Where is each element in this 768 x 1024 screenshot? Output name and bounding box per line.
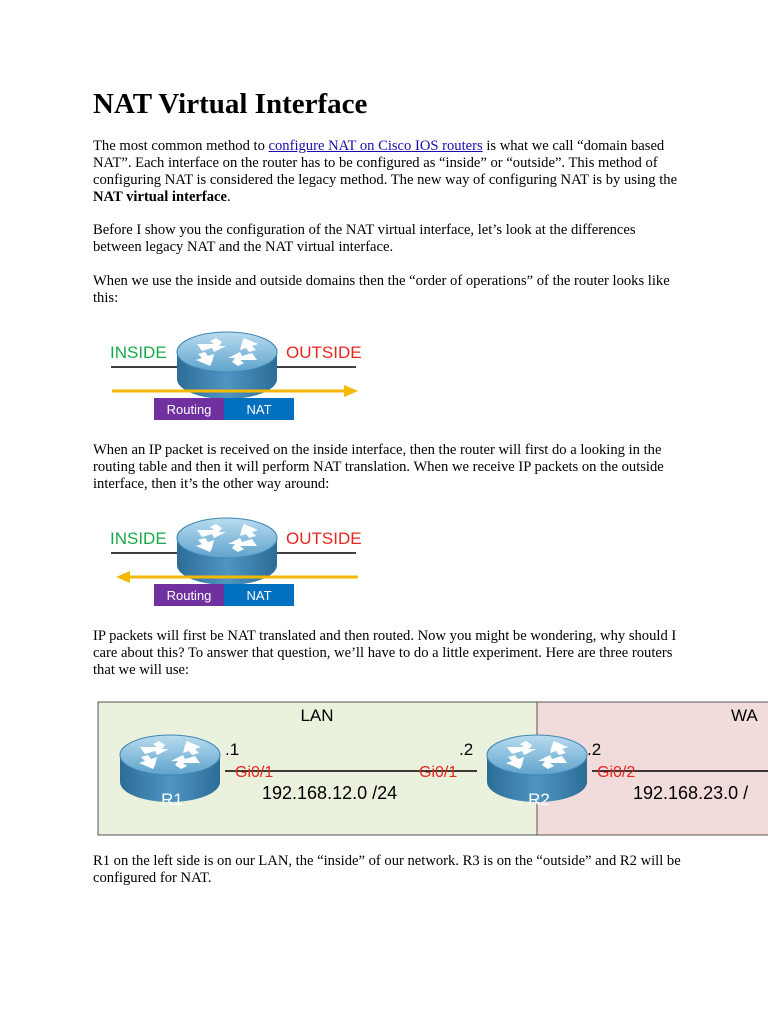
- paragraph-order-of-operations: When we use the inside and outside domains then the “order of operations” of the router looks like this:: [93, 273, 670, 306]
- arrow-left-icon: [116, 571, 130, 583]
- diagram-outside-to-inside: [106, 506, 376, 610]
- outside-label: OUTSIDE: [286, 343, 362, 362]
- r2-label: R2: [528, 790, 550, 809]
- inside-label: INSIDE: [110, 529, 167, 548]
- network-1-label: 192.168.12.0 /24: [262, 783, 398, 803]
- arrow-right-icon: [344, 385, 358, 397]
- outside-label: OUTSIDE: [286, 529, 362, 548]
- intro-text-1: The most common method to: [93, 138, 269, 154]
- inside-label: INSIDE: [110, 343, 167, 362]
- paragraph-nat-then-routed: IP packets will first be NAT translated and then routed. Now you might be wondering, why should I care about this? To answer that question, we’ll have to do a little experiment. Here are three routers that we will use:: [93, 628, 677, 678]
- wan-label: WA: [731, 706, 758, 725]
- routing-label: Routing: [166, 588, 212, 603]
- network-2-label: 192.168.23.0 /: [633, 783, 749, 803]
- diagram-inside-to-outside: [106, 320, 376, 424]
- paragraph-before-config: Before I show you the configuration of the NAT virtual interface, let’s look at the differences between legacy NAT and the NAT virtual interface.: [93, 222, 636, 255]
- routing-label: Routing: [166, 402, 212, 417]
- configure-nat-link[interactable]: configure NAT on Cisco IOS routers: [268, 138, 483, 154]
- page-title: NAT Virtual Interface: [93, 88, 368, 120]
- router-icon: [177, 518, 277, 585]
- network-topology-diagram: [97, 701, 768, 837]
- r2-ip-right-label: .2: [587, 740, 602, 759]
- r2-interface-right-label: Gi0/2: [597, 764, 636, 781]
- r2-ip-left-label: .2: [459, 740, 474, 759]
- nat-label: NAT: [246, 402, 272, 417]
- paragraph-ip-packet-received: When an IP packet is received on the inside interface, then the router will first do a looking in the routing table and then it will perform NAT translation. When we receive IP packets on the outside interface, then it’s the other way around:: [93, 442, 664, 492]
- nat-virtual-interface-bold: NAT virtual interface: [93, 189, 228, 205]
- paragraph-r1-lan: R1 on the left side is on our LAN, the “inside” of our network. R3 is on the “outside” and R2 will be configured for NAT.: [93, 853, 681, 886]
- r1-label: R1: [161, 790, 183, 809]
- lan-label: LAN: [300, 706, 334, 725]
- nat-label: NAT: [246, 588, 272, 603]
- r1-interface-label: Gi0/1: [235, 764, 274, 781]
- r2-interface-left-label: Gi0/1: [419, 764, 458, 781]
- intro-text-2: is what we call “domain based NAT”. Each interface on the router has to be configured as “inside” or “outside”. This method of configuring NAT is considered the legacy method. The new way of configuring NAT is by using the: [93, 138, 678, 188]
- paragraph-intro: [93, 138, 683, 206]
- router-icon: [177, 332, 277, 399]
- r1-ip-label: .1: [225, 740, 240, 759]
- intro-text-3: .: [227, 189, 231, 205]
